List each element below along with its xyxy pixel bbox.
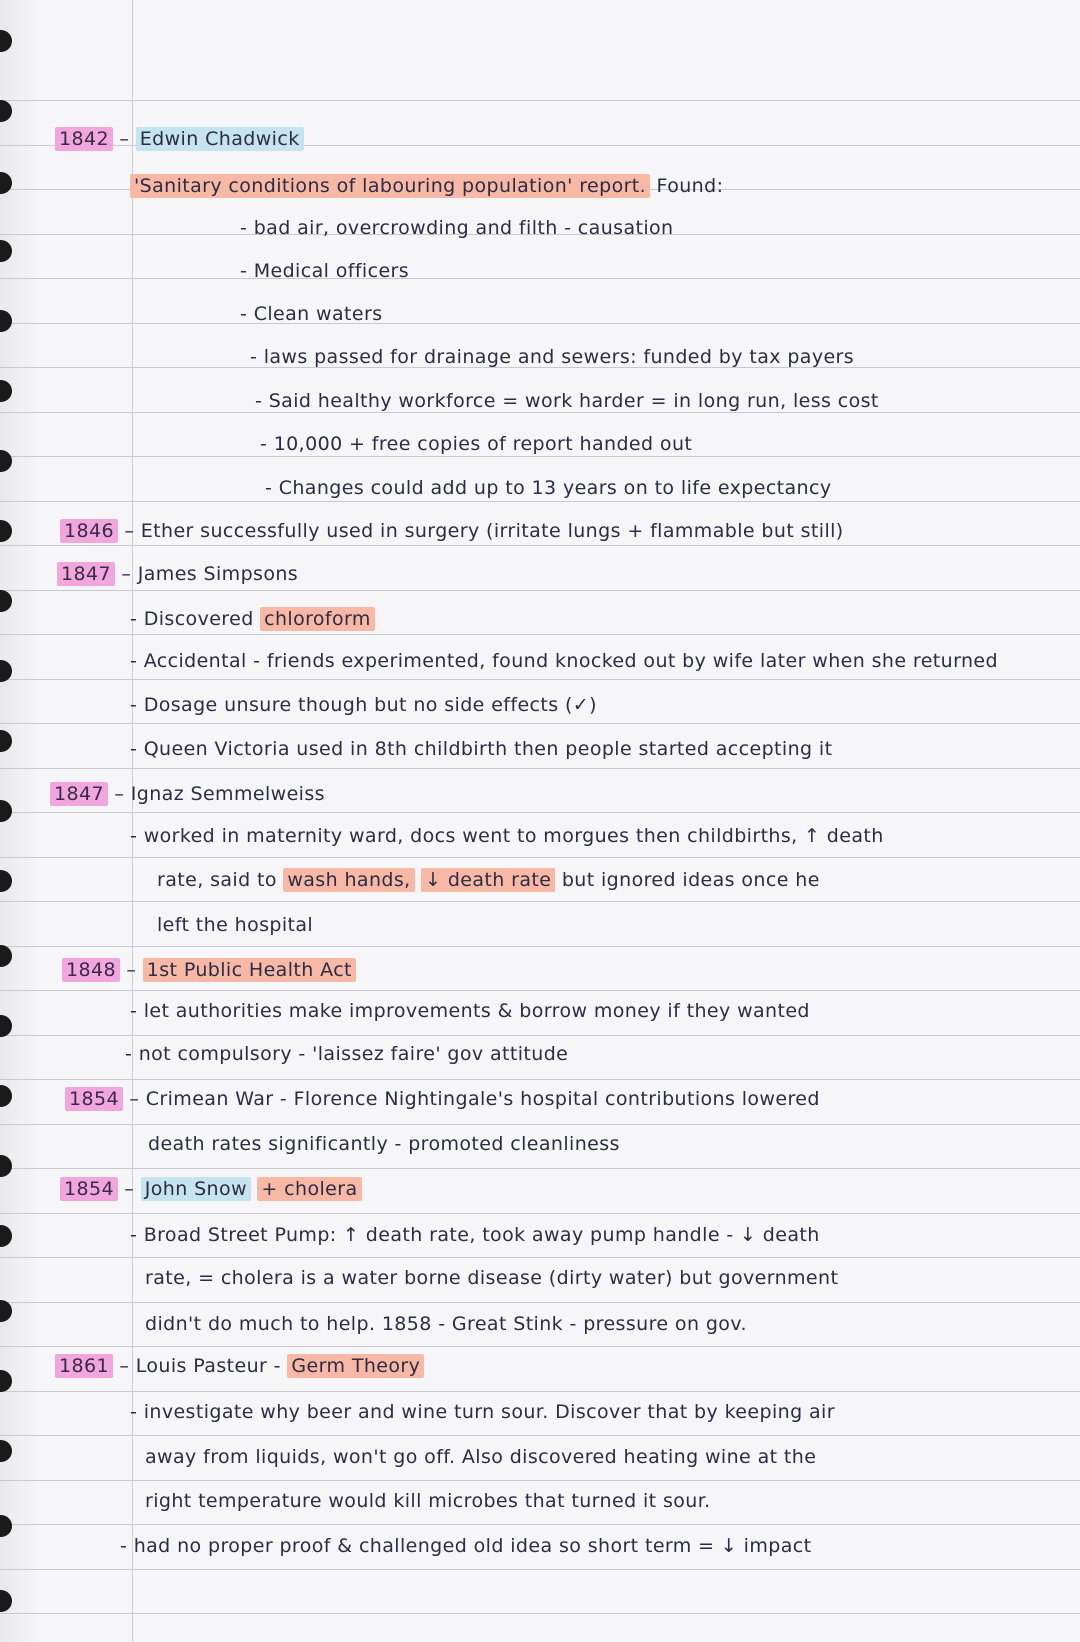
note-text: - Queen Victoria used in 8th childbirth then people started accepting it xyxy=(130,738,833,760)
binder-hole xyxy=(0,100,12,122)
binder-hole xyxy=(0,590,12,612)
note-text: rate, = cholera is a water borne disease (dirty water) but government xyxy=(145,1267,839,1289)
ruled-line xyxy=(0,1480,1080,1481)
binder-hole xyxy=(0,1590,12,1612)
margin-line xyxy=(132,0,133,1642)
ruled-line xyxy=(0,1168,1080,1169)
ruled-line xyxy=(0,1435,1080,1436)
note-line xyxy=(130,608,375,630)
note-text: but ignored ideas once he xyxy=(561,869,820,891)
ruled-line xyxy=(0,901,1080,902)
year-label: 1847 xyxy=(50,782,108,806)
binder-hole xyxy=(0,1015,12,1037)
dash: – xyxy=(117,520,141,542)
entry-title: John Snow xyxy=(141,1177,251,1201)
entry-title: Ignaz Semmelweiss xyxy=(130,783,325,805)
ruled-line xyxy=(0,501,1080,502)
note-text: - had no proper proof & challenged old idea so short term = ↓ impact xyxy=(120,1535,812,1557)
entry-title: Louis Pasteur - xyxy=(135,1355,281,1377)
ruled-line xyxy=(0,412,1080,413)
note-line xyxy=(265,477,832,499)
note-text: left the hospital xyxy=(157,914,314,936)
dash: – xyxy=(107,783,131,805)
note-line xyxy=(255,390,879,412)
entry-title: Ether successfully used in surgery (irritate lungs + flammable but still) xyxy=(140,520,844,542)
ruled-line xyxy=(0,812,1080,813)
ruled-line xyxy=(0,723,1080,724)
note-line xyxy=(120,1535,811,1557)
dated-entry xyxy=(50,783,325,805)
note-text: - bad air, overcrowding and filth - causation xyxy=(240,217,674,239)
note-text: - Clean waters xyxy=(240,303,383,325)
year-label: 1854 xyxy=(65,1087,123,1111)
highlighted-term: wash hands, xyxy=(283,868,414,892)
note-line xyxy=(145,1446,816,1468)
binder-hole xyxy=(0,870,12,892)
ruled-line xyxy=(0,1391,1080,1392)
note-line xyxy=(157,869,820,891)
dated-entry xyxy=(55,128,304,150)
note-text: 'Sanitary conditions of labouring population' report. xyxy=(130,174,650,198)
note-line xyxy=(130,650,998,672)
note-text: - Changes could add up to 13 years on to life expectancy xyxy=(265,477,832,499)
note-text: - Said healthy workforce = work harder = in long run, less cost xyxy=(255,390,879,412)
ruled-line xyxy=(0,1346,1080,1347)
entry-title: + cholera xyxy=(257,1177,361,1201)
note-line xyxy=(240,260,409,282)
dated-entry xyxy=(65,1088,820,1110)
ruled-line xyxy=(0,1613,1080,1614)
year-label: 1846 xyxy=(60,519,118,543)
binder-hole xyxy=(0,1085,12,1107)
ruled-line xyxy=(0,768,1080,769)
note-text: - not compulsory - 'laissez faire' gov attitude xyxy=(125,1043,569,1065)
dated-entry xyxy=(60,1178,362,1200)
note-text: - laws passed for drainage and sewers: funded by tax payers xyxy=(250,346,855,368)
ruled-line xyxy=(0,278,1080,279)
ruled-line xyxy=(0,1035,1080,1036)
note-text: away from liquids, won't go off. Also discovered heating wine at the xyxy=(145,1446,817,1468)
entry-title: Germ Theory xyxy=(287,1354,424,1378)
ruled-line xyxy=(0,1302,1080,1303)
note-text: right temperature would kill microbes that turned it sour. xyxy=(145,1490,711,1512)
dated-entry xyxy=(62,959,356,981)
note-extra: Found: xyxy=(656,175,724,197)
note-text: - Dosage unsure though but no side effects (✓) xyxy=(130,694,597,716)
binder-hole xyxy=(0,730,12,752)
dash: – xyxy=(119,959,143,981)
note-line xyxy=(157,914,313,936)
ruled-line xyxy=(0,1124,1080,1125)
year-label: 1847 xyxy=(57,562,115,586)
note-text: - Medical officers xyxy=(240,260,410,282)
note-line xyxy=(130,738,832,760)
dash: – xyxy=(112,128,136,150)
dash: – xyxy=(112,1355,136,1377)
ruled-line xyxy=(0,590,1080,591)
year-label: 1848 xyxy=(62,958,120,982)
entry-title: Crimean War - Florence Nightingale's hospital contributions lowered xyxy=(145,1088,820,1110)
ruled-line xyxy=(0,1257,1080,1258)
note-line xyxy=(145,1313,747,1335)
dash: – xyxy=(122,1088,146,1110)
ruled-line xyxy=(0,990,1080,991)
note-text: - Accidental - friends experimented, found knocked out by wife later when she returned xyxy=(130,650,998,672)
year-label: 1842 xyxy=(55,127,113,151)
highlighted-term: chloroform xyxy=(260,607,375,631)
ruled-line xyxy=(0,679,1080,680)
ruled-line xyxy=(0,456,1080,457)
entry-title: James Simpsons xyxy=(137,563,299,585)
ruled-line xyxy=(0,857,1080,858)
ruled-line xyxy=(0,1524,1080,1525)
binder-hole xyxy=(0,800,12,822)
note-line xyxy=(130,694,597,716)
note-line xyxy=(130,175,723,197)
ruled-line xyxy=(0,1079,1080,1080)
binder-hole xyxy=(0,1515,12,1537)
note-text: rate, said to xyxy=(157,869,277,891)
note-text: - Broad Street Pump: ↑ death rate, took away pump handle - ↓ death xyxy=(130,1224,820,1246)
note-text: - 10,000 + free copies of report handed out xyxy=(260,433,693,455)
binder-hole xyxy=(0,450,12,472)
ruled-line xyxy=(0,634,1080,635)
ruled-line xyxy=(0,323,1080,324)
ruled-line xyxy=(0,1569,1080,1570)
ruled-line xyxy=(0,545,1080,546)
binder-hole xyxy=(0,945,12,967)
note-text: - worked in maternity ward, docs went to morgues then childbirths, ↑ death xyxy=(130,825,884,847)
dated-entry xyxy=(55,1355,424,1377)
binder-hole xyxy=(0,1370,12,1392)
binder-hole xyxy=(0,172,12,194)
binder-hole xyxy=(0,1225,12,1247)
note-line xyxy=(148,1133,620,1155)
binder-hole xyxy=(0,1440,12,1462)
note-line xyxy=(125,1043,568,1065)
dash: – xyxy=(114,563,138,585)
note-line xyxy=(130,1401,835,1423)
binder-hole xyxy=(0,380,12,402)
entry-title: Edwin Chadwick xyxy=(136,127,304,151)
note-line xyxy=(130,1000,810,1022)
ruled-line xyxy=(0,100,1080,101)
note-text: didn't do much to help. 1858 - Great Stink - pressure on gov. xyxy=(145,1313,747,1335)
note-line xyxy=(145,1267,838,1289)
dated-entry xyxy=(57,563,298,585)
note-text: - investigate why beer and wine turn sour. Discover that by keeping air xyxy=(130,1401,835,1423)
note-line xyxy=(240,303,383,325)
binder-hole xyxy=(0,240,12,262)
binder-hole xyxy=(0,310,12,332)
entry-title: 1st Public Health Act xyxy=(143,958,356,982)
binder-hole xyxy=(0,1155,12,1177)
note-line xyxy=(260,433,692,455)
year-label: 1861 xyxy=(55,1354,113,1378)
note-line xyxy=(250,346,854,368)
binder-hole xyxy=(0,1300,12,1322)
note-line xyxy=(145,1490,711,1512)
binder-hole xyxy=(0,30,12,52)
note-line xyxy=(240,217,673,239)
note-text: death rates significantly - promoted cleanliness xyxy=(148,1133,620,1155)
note-line xyxy=(130,825,884,847)
dash: – xyxy=(117,1178,141,1200)
binder-hole xyxy=(0,520,12,542)
ruled-line xyxy=(0,1213,1080,1214)
note-text: - let authorities make improvements & borrow money if they wanted xyxy=(130,1000,810,1022)
year-label: 1854 xyxy=(60,1177,118,1201)
note-line xyxy=(130,1224,820,1246)
ruled-line xyxy=(0,946,1080,947)
highlighted-term: ↓ death rate xyxy=(421,868,555,892)
dated-entry xyxy=(60,520,844,542)
note-text: - Discovered xyxy=(130,608,254,630)
